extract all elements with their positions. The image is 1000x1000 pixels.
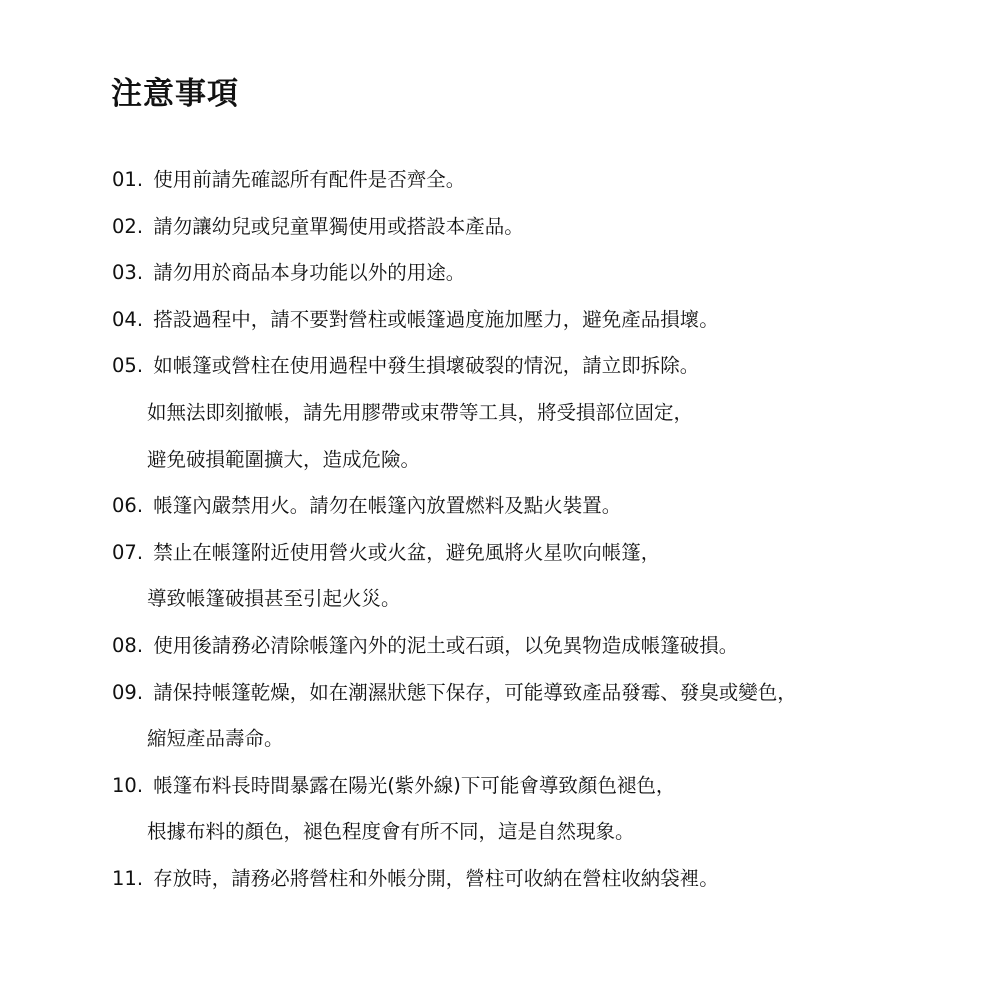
notice-item-05 — [112, 343, 972, 390]
notice-item-09 — [112, 670, 972, 717]
notice-list — [112, 157, 972, 903]
item-text: 禁止在帳篷附近使用營火或火盆，避免風將火星吹向帳篷， — [153, 540, 661, 564]
item-number: 09. — [112, 680, 144, 704]
notice-item-07 — [112, 530, 972, 577]
item-number: 04. — [112, 307, 144, 331]
notice-item-09-continuation: 縮短產品壽命。 — [147, 727, 284, 751]
item-number: 06. — [112, 494, 144, 518]
notice-item-10 — [112, 763, 972, 810]
item-text: 請勿用於商品本身功能以外的用途。 — [153, 261, 466, 285]
item-number: 07. — [112, 540, 144, 564]
notice-item-04 — [112, 297, 972, 344]
page-title: 注意事項 — [111, 76, 239, 112]
item-text: 請保持帳篷乾燥，如在潮濕狀態下保存，可能導致產品發霉、發臭或變色， — [153, 680, 797, 704]
item-number: 11. — [112, 866, 144, 890]
notice-item-05-continuation: 避免破損範圍擴大，造成危險。 — [147, 447, 421, 471]
notice-item-02 — [112, 204, 972, 251]
notice-item-11 — [112, 856, 972, 903]
notice-item-06 — [112, 483, 972, 530]
item-text: 搭設過程中，請不要對營柱或帳篷過度施加壓力，避免產品損壞。 — [153, 307, 719, 331]
item-text: 帳篷內嚴禁用火。請勿在帳篷內放置燃料及點火裝置。 — [153, 494, 622, 518]
item-text: 使用後請務必清除帳篷內外的泥土或石頭，以免異物造成帳篷破損。 — [153, 633, 739, 657]
notice-item-03 — [112, 250, 972, 297]
notice-item-07-continuation: 導致帳篷破損甚至引起火災。 — [147, 587, 401, 611]
item-text: 存放時，請務必將營柱和外帳分開，營柱可收納在營柱收納袋裡。 — [153, 866, 719, 890]
item-number: 01. — [112, 168, 144, 191]
notice-item-10-continuation: 根據布料的顏色，褪色程度會有所不同，這是自然現象。 — [147, 820, 635, 844]
notice-item-05-continuation: 如無法即刻撤帳，請先用膠帶或束帶等工具，將受損部位固定， — [147, 400, 694, 424]
notice-item-08 — [112, 623, 972, 670]
item-number: 05. — [112, 354, 144, 378]
item-text: 如帳篷或營柱在使用過程中發生損壞破裂的情況，請立即拆除。 — [153, 354, 700, 378]
item-number: 03. — [112, 261, 144, 285]
item-text: 帳篷布料長時間暴露在陽光(紫外線)下可能會導致顏色褪色， — [153, 773, 676, 797]
notice-item-01 — [112, 157, 972, 204]
item-text: 請勿讓幼兒或兒童單獨使用或搭設本產品。 — [153, 214, 524, 238]
item-number: 02. — [112, 214, 144, 238]
item-number: 08. — [112, 633, 144, 657]
item-text: 使用前請先確認所有配件是否齊全。 — [153, 168, 466, 191]
item-number: 10. — [112, 773, 144, 797]
